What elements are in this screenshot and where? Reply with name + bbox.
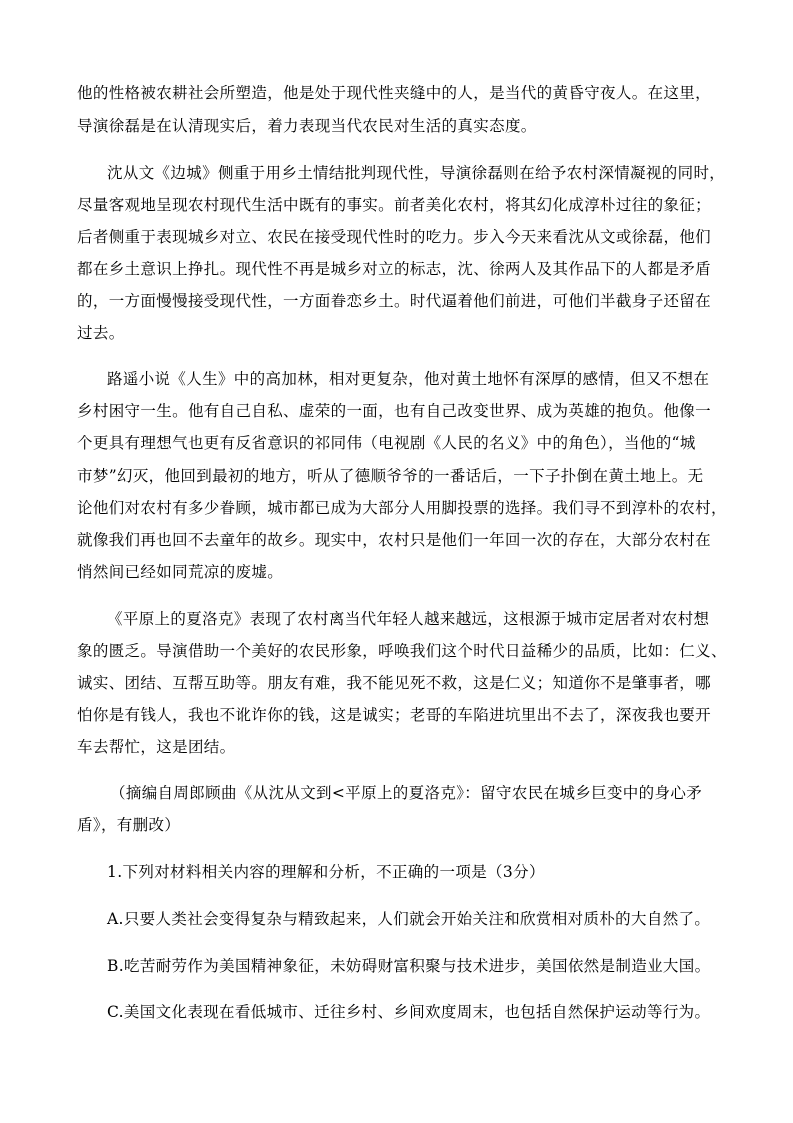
option-a: A.只要人类社会变得复杂与精致起来，人们就会开始关注和欣赏相对质朴的大自然了。	[107, 910, 711, 928]
text-line: 个更具有理想气也更有反省意识的祁同伟（电视剧《人民的名义》中的角色），当他的“城	[77, 434, 696, 452]
text-line: 车去帮忙，这是团结。	[77, 738, 236, 756]
text-line: 就像我们再也回不去童年的故乡。现实中，农村只是他们一年回一次的存在，大部分农村在	[77, 531, 712, 549]
text-line: 导演徐磊是在认清现实后，着力表现当代农民对生活的真实态度。	[77, 117, 537, 135]
text-line: 路遥小说《人生》中的高加林，相对更复杂，他对黄土地怀有深厚的感情，但又不想在	[107, 370, 710, 388]
text-line: 象的匮乏。导演借助一个美好的农民形象，呼唤我们这个时代日益稀少的品质，比如：仁义、	[77, 642, 727, 660]
text-line: 悄然间已经如同荒凉的废墟。	[77, 563, 284, 581]
text-line: 后者侧重于表现城乡对立、农民在接受现代性时的吃力。步入今天来看沈从文或徐磊，他们	[77, 228, 712, 246]
text-line: 过去。	[77, 324, 125, 342]
text-line: 都在乡土意识上挣扎。现代性不再是城乡对立的标志，沈、徐两人及其作品下的人都是矛盾	[77, 260, 712, 278]
text-line: 沈从文《边城》侧重于用乡土情结批判现代性，导演徐磊则在给予农村深情凝视的同时，	[107, 164, 726, 182]
option-b: B.吃苦耐劳作为美国精神象征，未妨碍财富积聚与技术进步，美国依然是制造业大国。	[107, 957, 711, 975]
text-line: 乡村困守一生。他有自己自私、虚荣的一面，也有自己改变世界、成为英雄的抱负。他像一	[77, 402, 712, 420]
text-line: 尽量客观地呈现农村现代生活中既有的事实。前者美化农村，将其幻化成淳朴过往的象征；	[77, 196, 712, 214]
option-c: C.美国文化表现在看低城市、迁往乡村、乡间欢度周末，也包括自然保护运动等行为。	[107, 1003, 711, 1021]
source-note: 盾》，有删改）	[77, 816, 181, 834]
text-line: 他的性格被农耕社会所塑造，他是处于现代性夹缝中的人，是当代的黄昏守夜人。在这里，	[77, 84, 712, 102]
text-line: 诚实、团结、互帮互助等。朋友有难，我不能见死不救，这是仁义；知道你不是肇事者，哪	[77, 674, 712, 692]
text-line: 市梦”幻灭，他回到最初的地方，听从了德顺爷爷的一番话后，一下子扑倒在黄土地上。无	[77, 467, 704, 485]
text-line: 论他们对农村有多少眷顾，城市都已成为大部分人用脚投票的选择。我们寻不到淳朴的农村，	[77, 499, 727, 517]
source-note: （摘编自周郎顾曲《从沈从文到<平原上的夏洛克》：留守农民在城乡巨变中的身心矛	[110, 784, 703, 802]
text-line: 《平原上的夏洛克》表现了农村离当代年轻人越来越远，这根源于城市定居者对农村想	[107, 610, 710, 628]
question-stem: 1.下列对材料相关内容的理解和分析，不正确的一项是（3分）	[107, 863, 545, 881]
text-line: 怕你是有钱人，我也不讹诈你的钱，这是诚实；老哥的车陷进坑里出不去了，深夜我也要开	[77, 706, 712, 724]
text-line: 的，一方面慢慢接受现代性，一方面眷恋乡土。时代逼着他们前进，可他们半截身子还留在	[77, 292, 712, 310]
